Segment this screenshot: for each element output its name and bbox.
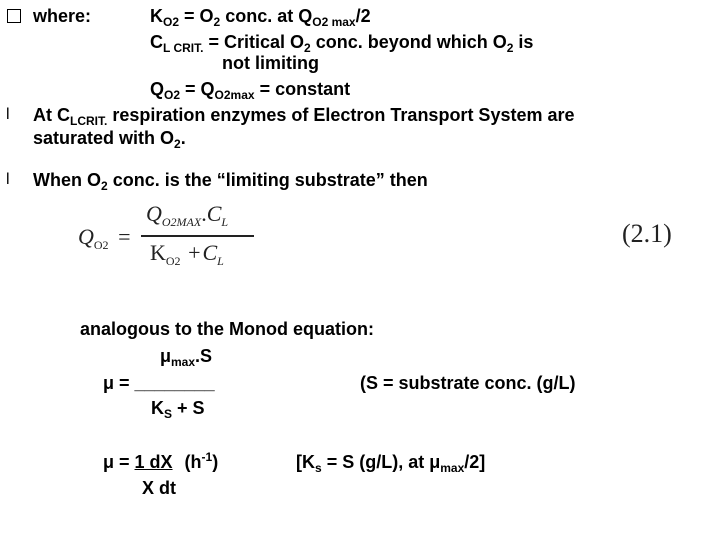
qO2-definition: $Q_{O2} = Q_{O2max}$ = constant xyxy=(150,79,351,102)
growth-rate-expression: μ = 1 dX $(h^{-1})$ xyxy=(103,450,219,472)
monod-note: (S = substrate conc. (g/L) xyxy=(360,373,576,393)
cl-crit-definition-cont: not limiting xyxy=(222,53,319,73)
monod-denominator: $K_S + S$ xyxy=(151,398,205,421)
fraction-bar xyxy=(141,235,254,237)
growth-rate-denominator: X dt xyxy=(142,478,176,498)
monod-intro: analogous to the Monod equation: xyxy=(80,319,374,339)
equation-denominator: $K_{O2} +C_L$ xyxy=(150,240,224,268)
bullet-marker: l xyxy=(6,171,10,188)
equation-lhs: $Q_{O2}$ = xyxy=(78,224,131,252)
bullet-1-line-2: saturated with $O_2$. xyxy=(33,128,186,151)
equation-number: (2.1) xyxy=(622,219,672,248)
checkbox-icon xyxy=(7,7,21,25)
bullet-2-text: When $O_2$ conc. is the “limiting substrate” then xyxy=(33,170,428,193)
kO2-definition: $K_{O2} = O_2$ conc. at $Q_{O2 max}/2$ xyxy=(150,6,371,29)
cl-crit-definition: $C_{L CRIT.}$ = Critical $O_2$ conc. beyond which $O_2$ is xyxy=(150,32,534,55)
monod-lhs: μ = ________ xyxy=(103,373,215,393)
monod-numerator: $\mu_{max}.S$ xyxy=(160,346,213,369)
where-label: where: xyxy=(33,6,92,26)
bullet-marker: l xyxy=(6,106,10,123)
bullet-1-line-1: At $C_{LCRIT.}$ respiration enzymes of Electron Transport System are xyxy=(33,105,575,128)
ks-note: [$K_s = S$ (g/L), at $\mu_{max}/2$] xyxy=(296,452,486,475)
equation-numerator: $Q_{O2MAX}.C_L$ xyxy=(146,201,229,229)
